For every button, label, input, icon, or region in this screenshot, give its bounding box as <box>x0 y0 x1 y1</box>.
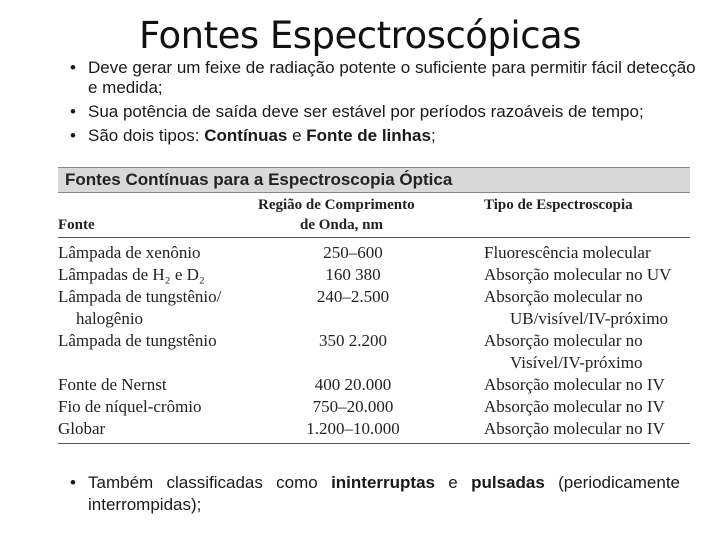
cell-tipo: Fluorescência molecular <box>484 243 651 262</box>
header-tipo: Tipo de Espectroscopia <box>484 197 633 213</box>
bullet-text-mid: e <box>434 473 472 492</box>
cell-fonte: Fonte de Nernst <box>58 375 167 394</box>
bullet-text-post: (periodicamente interrompidas); <box>88 473 680 514</box>
bullet-text-pre: São dois tipos: <box>88 126 205 145</box>
cell-tipo-cont: UB/visível/IV-próximo <box>510 309 669 328</box>
cell-regiao: 240–2.500 <box>316 287 390 306</box>
page-title: Fontes Espectroscópicas <box>139 14 581 57</box>
cell-tipo: Absorção molecular no <box>484 287 643 306</box>
cell-tipo: Absorção molecular no IV <box>484 375 665 394</box>
header-regiao-line1: Região de Comprimento <box>258 197 415 213</box>
bullet-text: Sua potência de saída deve ser estável por períodos razoáveis de tempo; <box>88 102 644 121</box>
bullet-text-pre: Também classificadas como <box>88 473 332 492</box>
cell-fonte-cont: halogênio <box>76 309 144 328</box>
table-row <box>58 330 690 374</box>
bullet-bold-pulsadas: pulsadas <box>471 473 545 492</box>
cell-tipo: Absorção molecular no IV <box>484 397 665 416</box>
cell-tipo: Absorção molecular no <box>484 331 643 350</box>
cell-regiao: 250–600 <box>323 243 383 262</box>
cell-fonte: Globar <box>58 419 106 438</box>
cell-fonte: Lâmpada de xenônio <box>58 243 201 262</box>
cell-regiao: 750–20.000 <box>312 397 394 416</box>
table-row <box>58 396 690 418</box>
table-bottom-rule <box>58 443 690 444</box>
table-body <box>58 238 690 440</box>
cell-tipo: Absorção molecular no UV <box>484 265 672 284</box>
table-row <box>58 418 690 440</box>
cell-regiao: 1.200–10.000 <box>306 419 400 438</box>
cell-fonte: Lâmpadas de H₂ e D₂ <box>58 265 205 284</box>
cell-fonte: Lâmpada de tungstênio <box>58 331 217 350</box>
bullet-text-post: ; <box>430 126 436 145</box>
bullet-item <box>70 472 680 516</box>
bullet-text-mid: e <box>287 126 307 145</box>
table-row <box>58 264 690 286</box>
bullet-bold-fonte-linhas: Fonte de linhas <box>306 126 431 145</box>
header-fonte: Fonte <box>58 217 95 233</box>
cell-fonte: Lâmpada de tungstênio/ <box>58 287 222 306</box>
table-title: Fontes Contínuas para a Espectroscopia Óptica <box>58 167 690 193</box>
bullet-bold-ininterruptas: ininterruptas <box>331 473 435 492</box>
spectroscopy-sources-table <box>58 167 690 444</box>
cell-fonte: Fio de níquel-crômio <box>58 397 202 416</box>
cell-regiao: 400 20.000 <box>314 375 392 394</box>
header-regiao-line2: de Onda, nm <box>300 217 383 233</box>
table-row <box>58 242 690 264</box>
bottom-bullet <box>70 472 680 520</box>
bullet-list <box>70 58 700 150</box>
cell-tipo-cont: Visível/IV-próximo <box>510 353 643 372</box>
table-header <box>58 193 690 238</box>
cell-regiao: 160 380 <box>325 265 381 284</box>
bullet-bold-continuas: Contínuas <box>204 126 288 145</box>
bullet-item <box>70 58 700 98</box>
bullet-text: Deve gerar um feixe de radiação potente o suficiente para permitir fácil detecção e medida; <box>88 58 696 97</box>
bullet-item <box>70 102 700 122</box>
cell-tipo: Absorção molecular no IV <box>484 419 665 438</box>
table-row <box>58 374 690 396</box>
table-row <box>58 286 690 330</box>
bullet-item <box>70 126 700 146</box>
cell-regiao: 350 2.200 <box>319 331 387 350</box>
